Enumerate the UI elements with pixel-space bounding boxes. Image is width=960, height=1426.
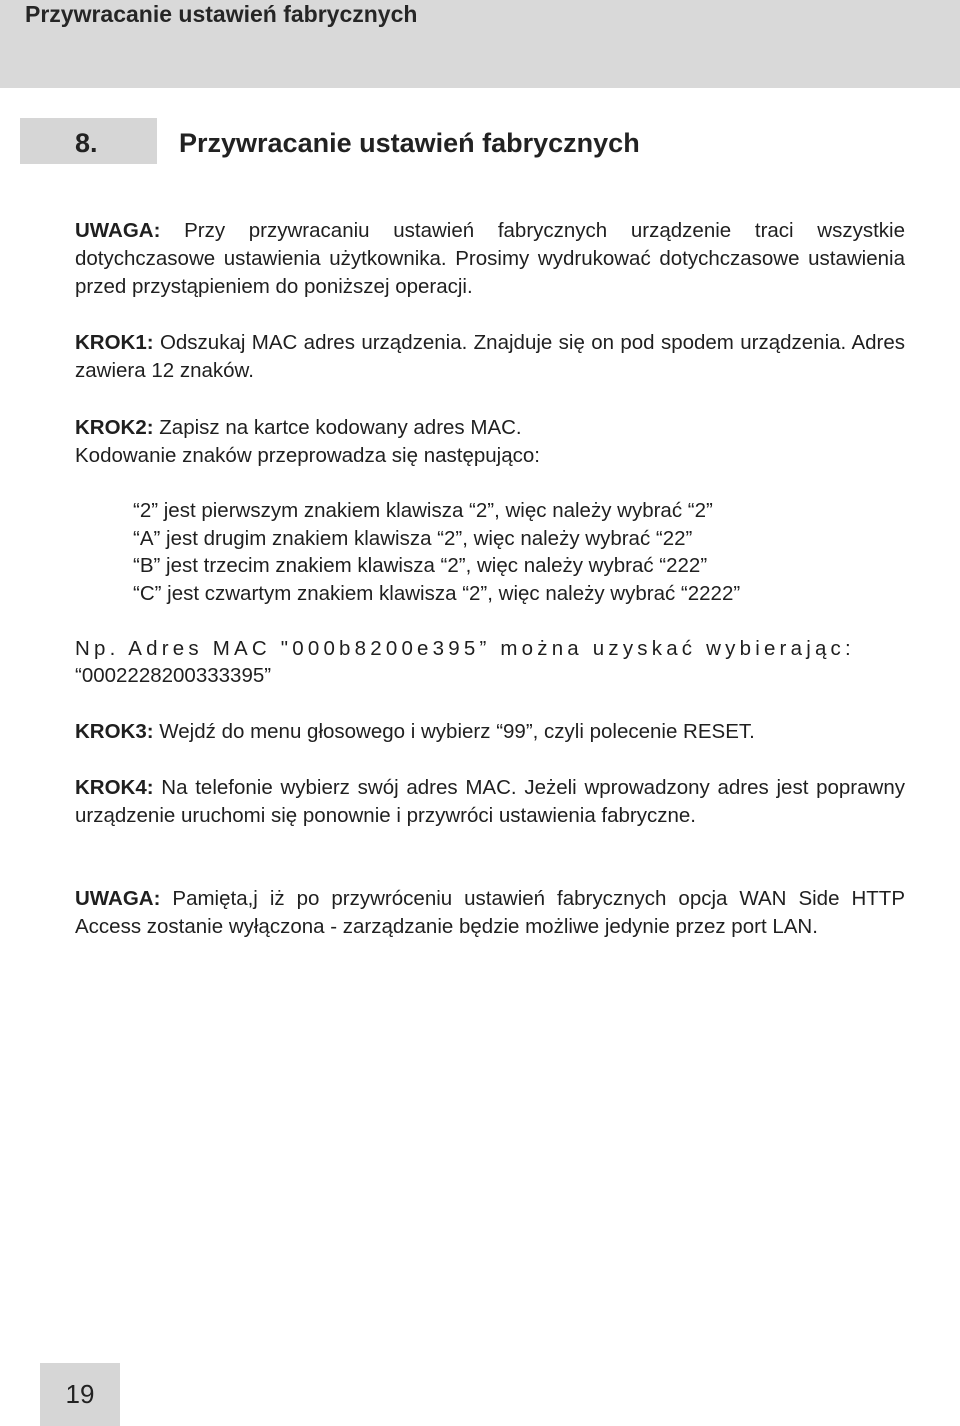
encoding-line: “2” jest pierwszym znakiem klawisza “2”, więc należy wybrać “2” (133, 499, 713, 522)
step4-label: KROK4: (75, 776, 154, 799)
warning2-label: UWAGA: (75, 887, 161, 910)
step3-label: KROK3: (75, 720, 154, 743)
warning2-paragraph (75, 885, 905, 941)
warning-text: Przy przywracaniu ustawień fabrycznych urządzenie traci wszystkie dotychczasowe ustawienia użytkownika. Prosimy wydrukować dotychczasowe ustawienia przed przystąpieniem do poniższej operacji. (75, 219, 905, 298)
encoding-line: “A” jest drugim znakiem klawisza “2”, więc należy wybrać “22” (133, 527, 693, 550)
encoding-line: “B” jest trzecim znakiem klawisza “2”, więc należy wybrać “222” (133, 554, 708, 577)
example-line: Np. Adres MAC "000b8200e395” można uzyskać wybierając: (75, 637, 855, 660)
section-title: Przywracanie ustawień fabrycznych (179, 128, 640, 158)
step4-text: Na telefonie wybierz swój adres MAC. Jeżeli wprowadzony adres jest poprawny urządzenie uruchomi się ponownie i przywróci ustawienia fabryczne. (75, 776, 905, 827)
encoding-line: “C” jest czwartym znakiem klawisza “2”, więc należy wybrać “2222” (133, 582, 741, 605)
section-number: 8. (75, 128, 98, 158)
step1-text: Odszukaj MAC adres urządzenia. Znajduje się on pod spodem urządzenia. Adres zawiera 12 znaków. (75, 331, 905, 382)
warning-label: UWAGA: (75, 219, 161, 242)
step1-label: KROK1: (75, 331, 154, 354)
page-number: 19 (65, 1379, 95, 1409)
step3-paragraph (75, 718, 905, 746)
example-value: “0002228200333395” (75, 664, 272, 687)
running-header: Przywracanie ustawień fabrycznych (25, 1, 418, 27)
step3-text: Wejdź do menu głosowego i wybierz “99”, czyli polecenie RESET. (153, 720, 755, 743)
warning-paragraph (75, 217, 905, 301)
step4-paragraph (75, 774, 905, 830)
step2-text: Zapisz na kartce kodowany adres MAC. (153, 416, 522, 439)
step2-text-line2: Kodowanie znaków przeprowadza się następująco: (75, 444, 540, 467)
step2-paragraph (75, 414, 905, 470)
step1-paragraph (75, 329, 905, 385)
step2-label: KROK2: (75, 416, 154, 439)
warning2-text: Pamięta,j iż po przywróceniu ustawień fabrycznych opcja WAN Side HTTP Access zostanie wyłączona - zarządzanie będzie możliwe jedynie przez port LAN. (75, 887, 905, 938)
